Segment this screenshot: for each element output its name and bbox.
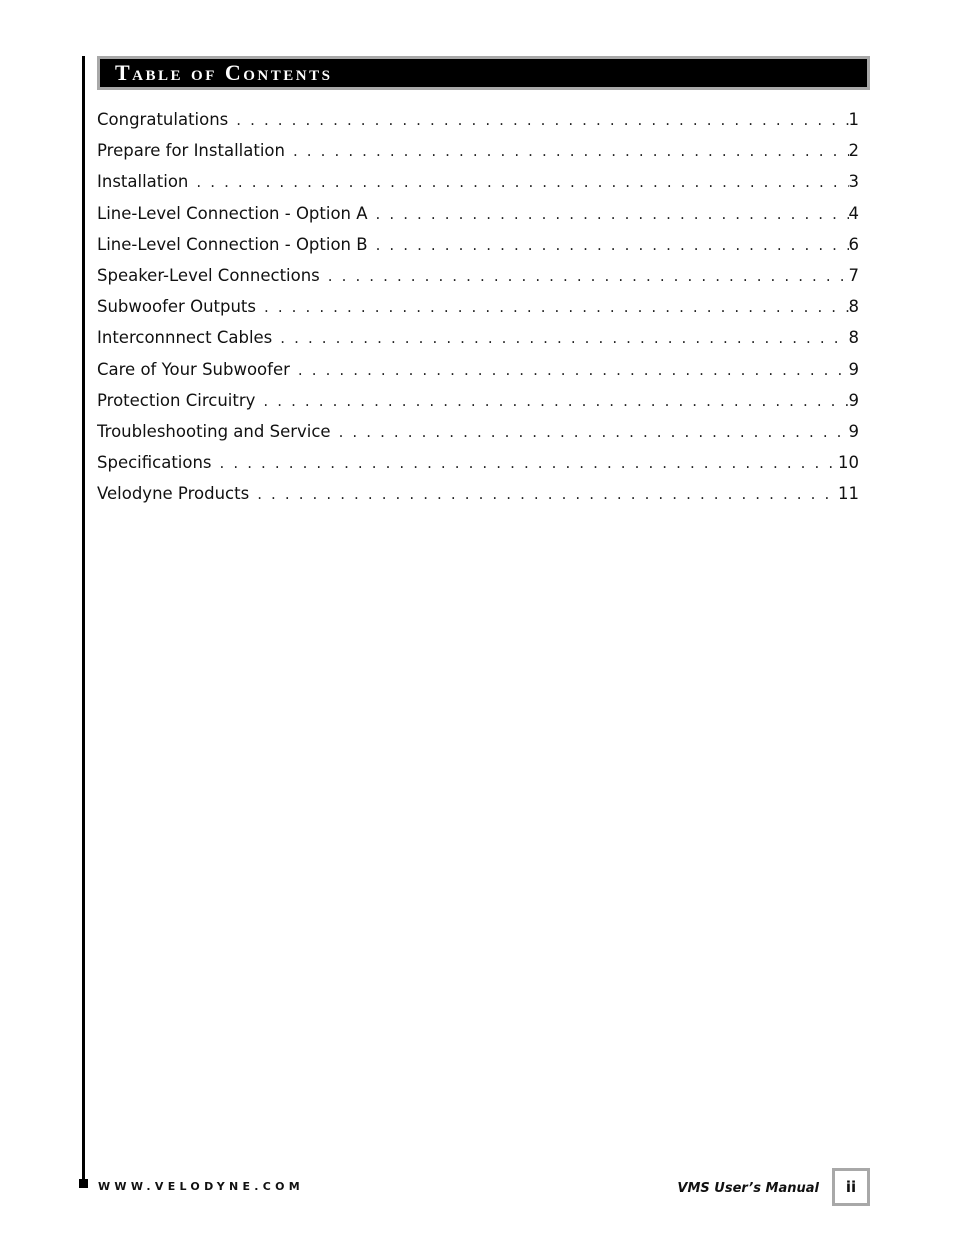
table-of-contents [97, 104, 859, 509]
toc-entry[interactable] [97, 416, 859, 447]
section-title-bar [97, 56, 870, 90]
page-number: ii [845, 1178, 857, 1196]
toc-entry-title: Subwoofer Outputs [97, 297, 256, 317]
toc-entry[interactable] [97, 478, 859, 509]
footer-website: WWW.VELODYNE.COM [98, 1180, 305, 1193]
toc-entry-page: 10 [838, 453, 859, 473]
toc-entry-title: Troubleshooting and Service [97, 421, 331, 441]
dot-leader [220, 448, 838, 478]
toc-entry-page: 9 [848, 359, 859, 379]
toc-entry[interactable] [97, 385, 859, 416]
toc-entry-page: 6 [848, 234, 859, 254]
dot-leader [298, 355, 849, 385]
toc-entry-page: 8 [848, 297, 859, 317]
dot-leader [196, 167, 848, 197]
toc-entry-page: 2 [848, 141, 859, 161]
toc-entry[interactable] [97, 166, 859, 197]
toc-entry-page: 8 [848, 328, 859, 348]
toc-entry[interactable] [97, 447, 859, 478]
page-number-box [832, 1168, 870, 1206]
toc-entry-title: Velodyne Products [97, 484, 250, 504]
dot-leader [376, 230, 849, 260]
toc-entry[interactable] [97, 354, 859, 385]
toc-entry-title: Congratulations [97, 110, 229, 129]
toc-entry[interactable] [97, 135, 859, 166]
toc-entry-title: Care of Your Subwoofer [97, 359, 290, 379]
dot-leader [339, 417, 849, 447]
dot-leader [264, 292, 849, 322]
dot-leader [236, 105, 848, 135]
toc-entry-title: Line-Level Connection - Option A [97, 203, 368, 223]
toc-entry[interactable] [97, 260, 859, 291]
dot-leader [376, 199, 849, 229]
footer-manual-title: VMS User’s Manual [677, 1181, 819, 1196]
dot-leader [328, 261, 849, 291]
toc-entry-title: Prepare for Installation [97, 141, 285, 161]
dot-leader [257, 479, 838, 509]
toc-entry-page: 3 [848, 172, 859, 192]
dot-leader [280, 323, 848, 353]
toc-entry[interactable] [97, 198, 859, 229]
toc-entry-title: Protection Circuitry [97, 390, 256, 410]
toc-entry-page: 4 [848, 203, 859, 223]
dot-leader [263, 386, 848, 416]
toc-entry-title: Interconnnect Cables [97, 328, 273, 348]
toc-entry[interactable] [97, 229, 859, 260]
toc-entry-title: Speaker-Level Connections [97, 265, 320, 285]
toc-entry-page: 7 [848, 265, 859, 285]
dot-leader [293, 136, 849, 166]
toc-entry-page: 11 [838, 484, 859, 504]
toc-entry-title: Line-Level Connection - Option B [97, 234, 368, 254]
toc-entry[interactable] [97, 322, 859, 353]
margin-rule-marker [79, 1179, 88, 1188]
margin-rule [82, 56, 85, 1182]
toc-entry-page: 1 [848, 110, 859, 129]
toc-entry-title: Specifications [97, 453, 212, 473]
toc-entry-title: Installation [97, 172, 189, 192]
toc-entry[interactable] [97, 104, 859, 135]
toc-entry-page: 9 [848, 390, 859, 410]
toc-entry[interactable] [97, 291, 859, 322]
toc-entry-page: 9 [848, 421, 859, 441]
page-title: Table of Contents [115, 60, 333, 85]
